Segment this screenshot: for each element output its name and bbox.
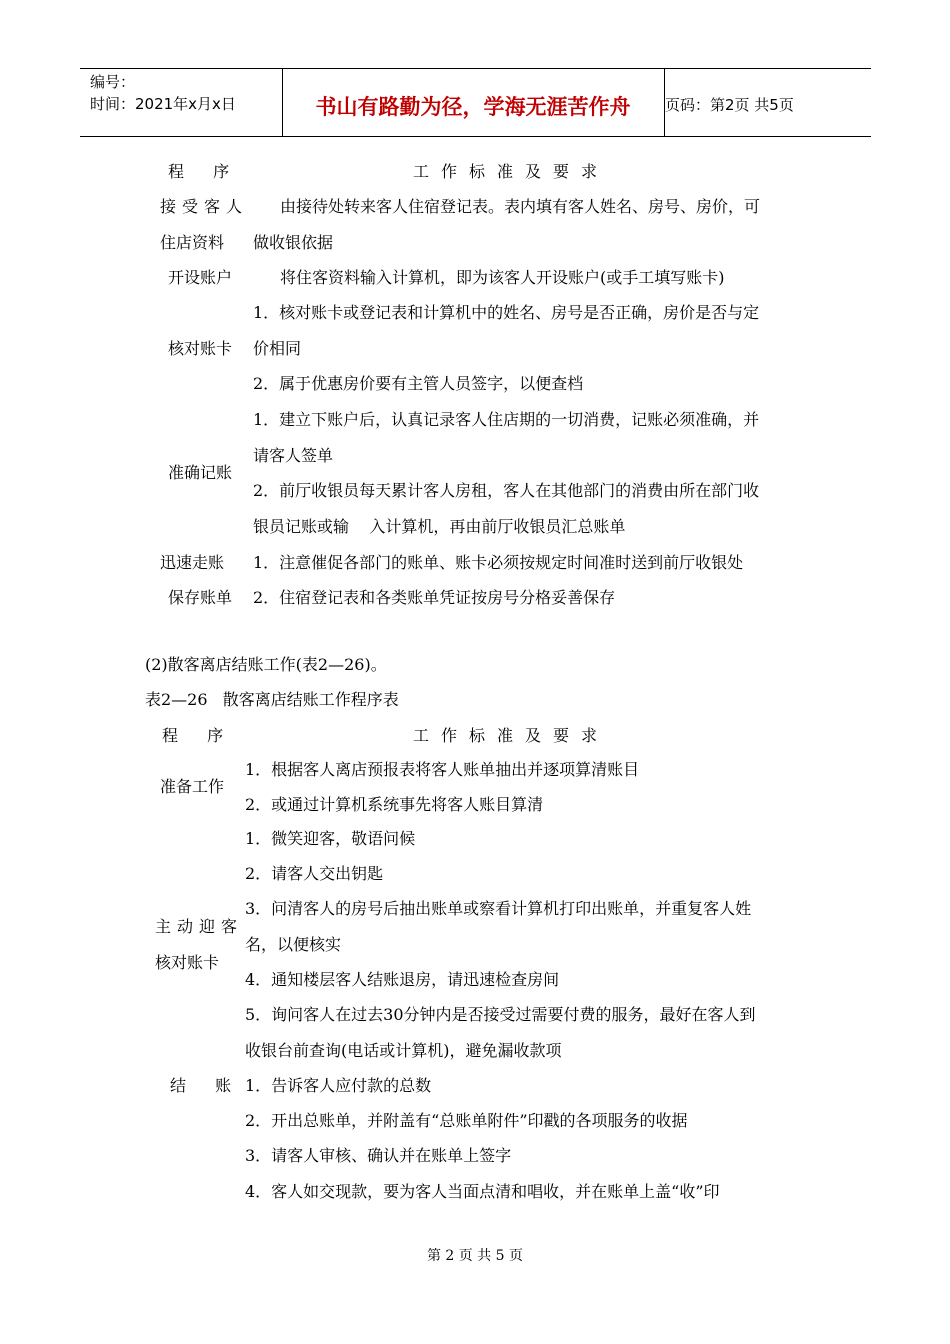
table1-step-open: 开设账户	[168, 268, 233, 287]
table1-step-check: 核对账卡	[168, 339, 233, 358]
table2-step-greet-2: 核对账卡	[155, 953, 220, 972]
table2-row-text: 1．根据客人离店预报表将客人账单抽出并逐项算清账目	[245, 760, 640, 779]
table2-row-text: 2．开出总账单，并附盖有“总账单附件”印戳的各项服务的收据	[245, 1111, 688, 1130]
table1-step-receive-2: 住店资料	[160, 233, 225, 252]
table2-col1-header: 程 序	[162, 726, 236, 745]
table2-row-text: 1．微笑迎客，敬语问候	[245, 829, 416, 848]
table1-row-text: 1．建立下账户后，认真记录客人住店期的一切消费，记账必须准确，并	[253, 410, 760, 429]
table1-step-save: 保存账单	[168, 588, 233, 607]
table1-row-text: 2．住宿登记表和各类账单凭证按房号分格妥善保存	[253, 588, 616, 607]
table2-row-text: 4．通知楼层客人结账退房，请迅速检查房间	[245, 970, 560, 989]
table2-row-text: 2．或通过计算机系统事先将客人账目算清	[245, 795, 544, 814]
table2-step-greet: 主动迎客	[155, 917, 244, 936]
date-label: 时间：2021年x月x日	[90, 95, 236, 113]
table2-row-text: 4．客人如交现款，要为客人当面点清和唱收，并在账单上盖“收”印	[245, 1182, 720, 1201]
table2-caption: 表2—26 散客离店结账工作程序表	[145, 690, 399, 709]
table1-step-receive: 接受客人	[160, 197, 249, 216]
table1-row-text: 银员记账或输 入计算机，再由前厅收银员汇总账单	[253, 517, 626, 536]
table1-row-text: 1．核对账卡或登记表和计算机中的姓名、房号是否正确，房价是否与定	[253, 303, 760, 322]
table1-row-text: 请客人签单	[253, 446, 334, 465]
table1-row-text: 由接待处转来客人住宿登记表。表内填有客人姓名、房号、房价，可	[280, 197, 761, 216]
table1-step-record: 准确记账	[168, 463, 233, 482]
table1-row-text: 2．前厅收银员每天累计客人房租，客人在其他部门的消费由所在部门收	[253, 481, 760, 500]
number-label: 编号：	[90, 73, 136, 91]
table1-row-text: 将住客资料输入计算机，即为该客人开设账户(或手工填写账卡)	[280, 268, 725, 287]
table2-row-text: 1．告诉客人应付款的总数	[245, 1076, 432, 1095]
table2-row-text: 3．请客人审核、确认并在账单上签字	[245, 1146, 512, 1165]
table1-row-text: 2．属于优惠房价要有主管人员签字，以便查档	[253, 374, 584, 393]
table2-row-text: 3．问清客人的房号后抽出账单或察看计算机打印出账单，并重复客人姓	[245, 899, 752, 918]
table2-row-text: 5．询问客人在过去30分钟内是否接受过需要付费的服务，最好在客人到	[245, 1005, 756, 1024]
table1-col2-header: 工作标准及要求	[413, 162, 610, 181]
table2-step-prepare: 准备工作	[160, 777, 225, 796]
section-note: (2)散客离店结账工作(表2—26)。	[145, 655, 387, 674]
table2-step-pay: 结 账	[170, 1076, 244, 1095]
page-header	[80, 68, 871, 137]
table2-col2-header: 工作标准及要求	[413, 726, 610, 745]
table1-col1-header: 程 序	[168, 162, 242, 181]
table1-step-transfer: 迅速走账	[160, 553, 225, 572]
table1-row-text: 1．注意催促各部门的账单、账卡必须按规定时间准时送到前厅收银处	[253, 553, 744, 572]
header-info	[90, 71, 236, 115]
table2-row-text: 名，以便核实	[245, 935, 342, 954]
header-motto: 书山有路勤为径，学海无涯苦作舟	[315, 95, 631, 119]
table1-row-text: 价相同	[253, 339, 302, 358]
header-page-label: 页码：第2页 共5页	[665, 96, 794, 114]
table1-row-text: 做收银依据	[253, 233, 334, 252]
page-footer: 第 2 页 共 5 页	[426, 1248, 524, 1264]
table2-row-text: 2．请客人交出钥匙	[245, 864, 384, 883]
table2-row-text: 收银台前查询(电话或计算机)，避免漏收款项	[245, 1041, 562, 1060]
